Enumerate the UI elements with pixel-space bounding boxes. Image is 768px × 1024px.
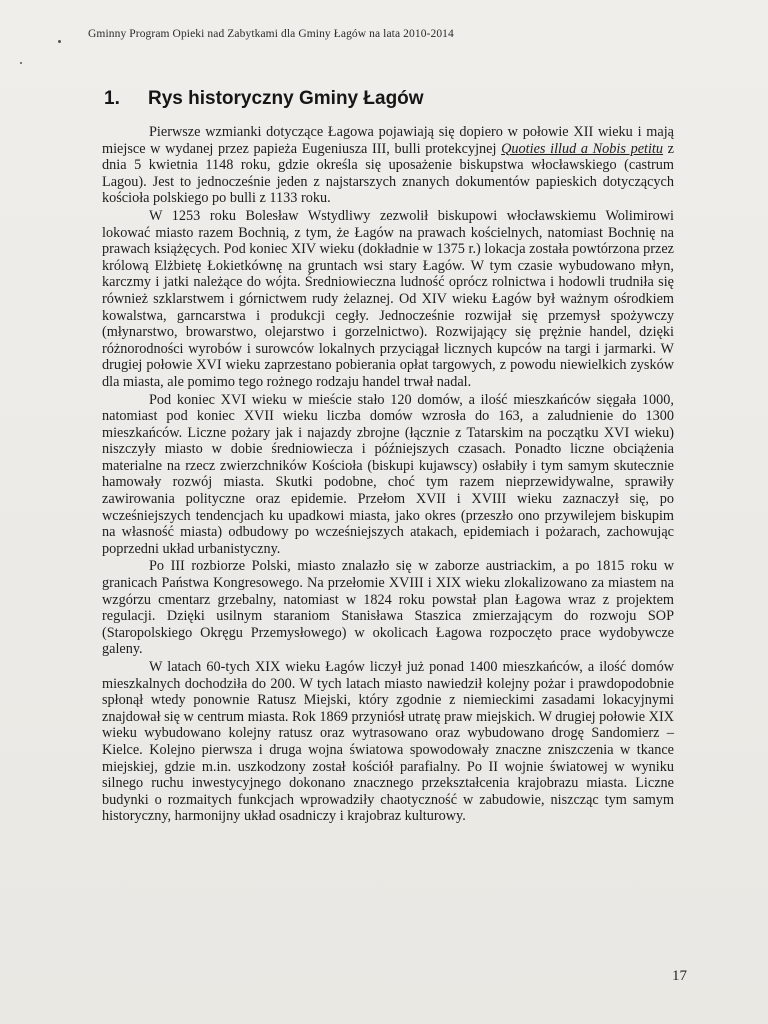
- paragraph: [102, 124, 674, 207]
- page-number: 17: [672, 968, 687, 984]
- body-text: [102, 124, 674, 826]
- paragraph-text: z dnia 5 kwietnia 1148 roku, gdzie określa się uposażenie biskupstwa włocławskiego (castrum Lagou). Jest to jednocześnie jeden z najstarszych znanych dokumentów papieskich dotyczących kościoła polskiego po bulli z 1133 roku.: [102, 140, 675, 207]
- scan-speck: [58, 40, 61, 43]
- bull-title: Quoties illud a Nobis petitu: [501, 140, 664, 157]
- paragraph: W latach 60-tych XIX wieku Łagów liczył już ponad 1400 mieszkańców, a ilość domów mieszkalnych dochodziła do 200. W tych latach miasto nawiedził kolejny pożar i prawdopodobnie spłonął wtedy ponownie Ratusz Miejski, który zgodnie z niemieckimi zasadami lokacyjnymi znajdował się w centrum miasta. Rok 1869 przyniósł utratę praw miejskich. W drugiej połowie XIX wieku wybudowano kolejny ratusz oraz wytrasowano oraz wybudowano drogę Sandomierz – Kielce. Kolejno pierwsza i druga wojna światowa spowodowały znaczne zniszczenia w tkance miejskiej, gdzie m.in. uszkodzony został kościół parafialny. Po II wojnie światowej w wyniku silnego ruchu inwestycyjnego dokonano znacznego przekształcenia krajobrazu miasta. Liczne budynki o rozmaitych funkcjach wprowadziły chaotyczność w zabudowie, niszcząc tym samym historyczny, harmonijny układ osadniczy i krajobraz kulturowy.: [102, 659, 674, 825]
- section-number: 1.: [104, 88, 120, 109]
- paragraph-text: Pierwsze wzmianki dotyczące Łagowa pojawiają się dopiero w połowie XII wieku i mają miejsce w wydanej przez papieża Eugeniusza III, bulli protekcyjnej: [102, 124, 674, 157]
- section-heading: [104, 88, 664, 110]
- scan-speck: [20, 62, 22, 64]
- running-header: Gminny Program Opieki nad Zabytkami dla Gminy Łagów na lata 2010-2014: [88, 28, 454, 40]
- paragraph: Po III rozbiorze Polski, miasto znalazło się w zaborze austriackim, a po 1815 roku w granicach Państwa Kongresowego. Na przełomie XVIII i XIX wieku zlokalizowano za miastem na wzgórzu cmentarz grzebalny, natomiast w 1824 roku powstał plan Łagowa wraz z projektem regulacji. Dzięki usilnym staraniom Stanisława Staszica zmierzającym do rozwoju SOP (Staropolskiego Okręgu Przemysłowego) w okolicach Łagowa rozpoczęto prace wydobywcze galeny.: [102, 558, 674, 658]
- section-title: Rys historyczny Gminy Łagów: [148, 88, 424, 109]
- paragraph: Pod koniec XVI wieku w mieście stało 120 domów, a ilość mieszkańców sięgała 1000, natomiast pod koniec XVII wieku liczba domów wzrosła do 163, a zaludnienie do 1300 mieszkańców. Liczne pożary jak i najazdy zbrojne (łącznie z Tatarskim na początku XVI wieku) niszczyły miasto w dobie średniowiecza i późniejszych czasach. Ponadto liczne obciążenia materialne na rzecz zwierzchników Kościoła (biskupi kujawscy) osłabiły i tym samym skutecznie hamowały rozwój miasta. Skutki podobne, choć tym razem nieprzewidywalne, sprawiły zawirowania polityczne oraz epidemie. Przełom XVII i XVIII wieku zaznaczył się, po wcześniejszych tendencjach ku upadkowi miasta, jako okres (przeszło ono przywilejem biskupim na własność miasta) odbudowy po wcześniejszych atakach, epidemiach i pożarach, zachowując poprzedni układ urbanistyczny.: [102, 391, 674, 557]
- paragraph: W 1253 roku Bolesław Wstydliwy zezwolił biskupowi włocławskiemu Wolimirowi lokować miasto razem Bochnią, z tym, że Łagów na prawach kościelnych, natomiast Bochnię na prawach książęcych. Pod koniec XIV wieku (dokładnie w 1375 r.) lokacja została powtórzona przez królową Elżbietę Łokietkównę na gruntach wsi stary Łagów. W tym czasie wybudowano młyn, karczmy i jatki należące do wójta. Średniowieczna ludność oprócz rolnictwa i hodowli trudniła się również szklarstwem i górnictwem rudy żelaznej. Od XIV wieku Łagów był ważnym ośrodkiem kowalstwa, garncarstwa i produkcji cegły. Jednocześnie rozwijał się przemysł spożywczy (młynarstwo, browarstwo, olejarstwo i gorzelnictwo). Rozwijający się prężnie handel, dzięki różnorodności wyrobów i surowców lokalnych przyciągał licznych kupców na targi i jarmarki. W drugiej połowie XVI wieku zaprzestano pobierania opłat targowych, z powodu niewielkich zysków dla miasta, ale pomimo tego rożnego rodzaju handel trwał nadal.: [102, 207, 674, 390]
